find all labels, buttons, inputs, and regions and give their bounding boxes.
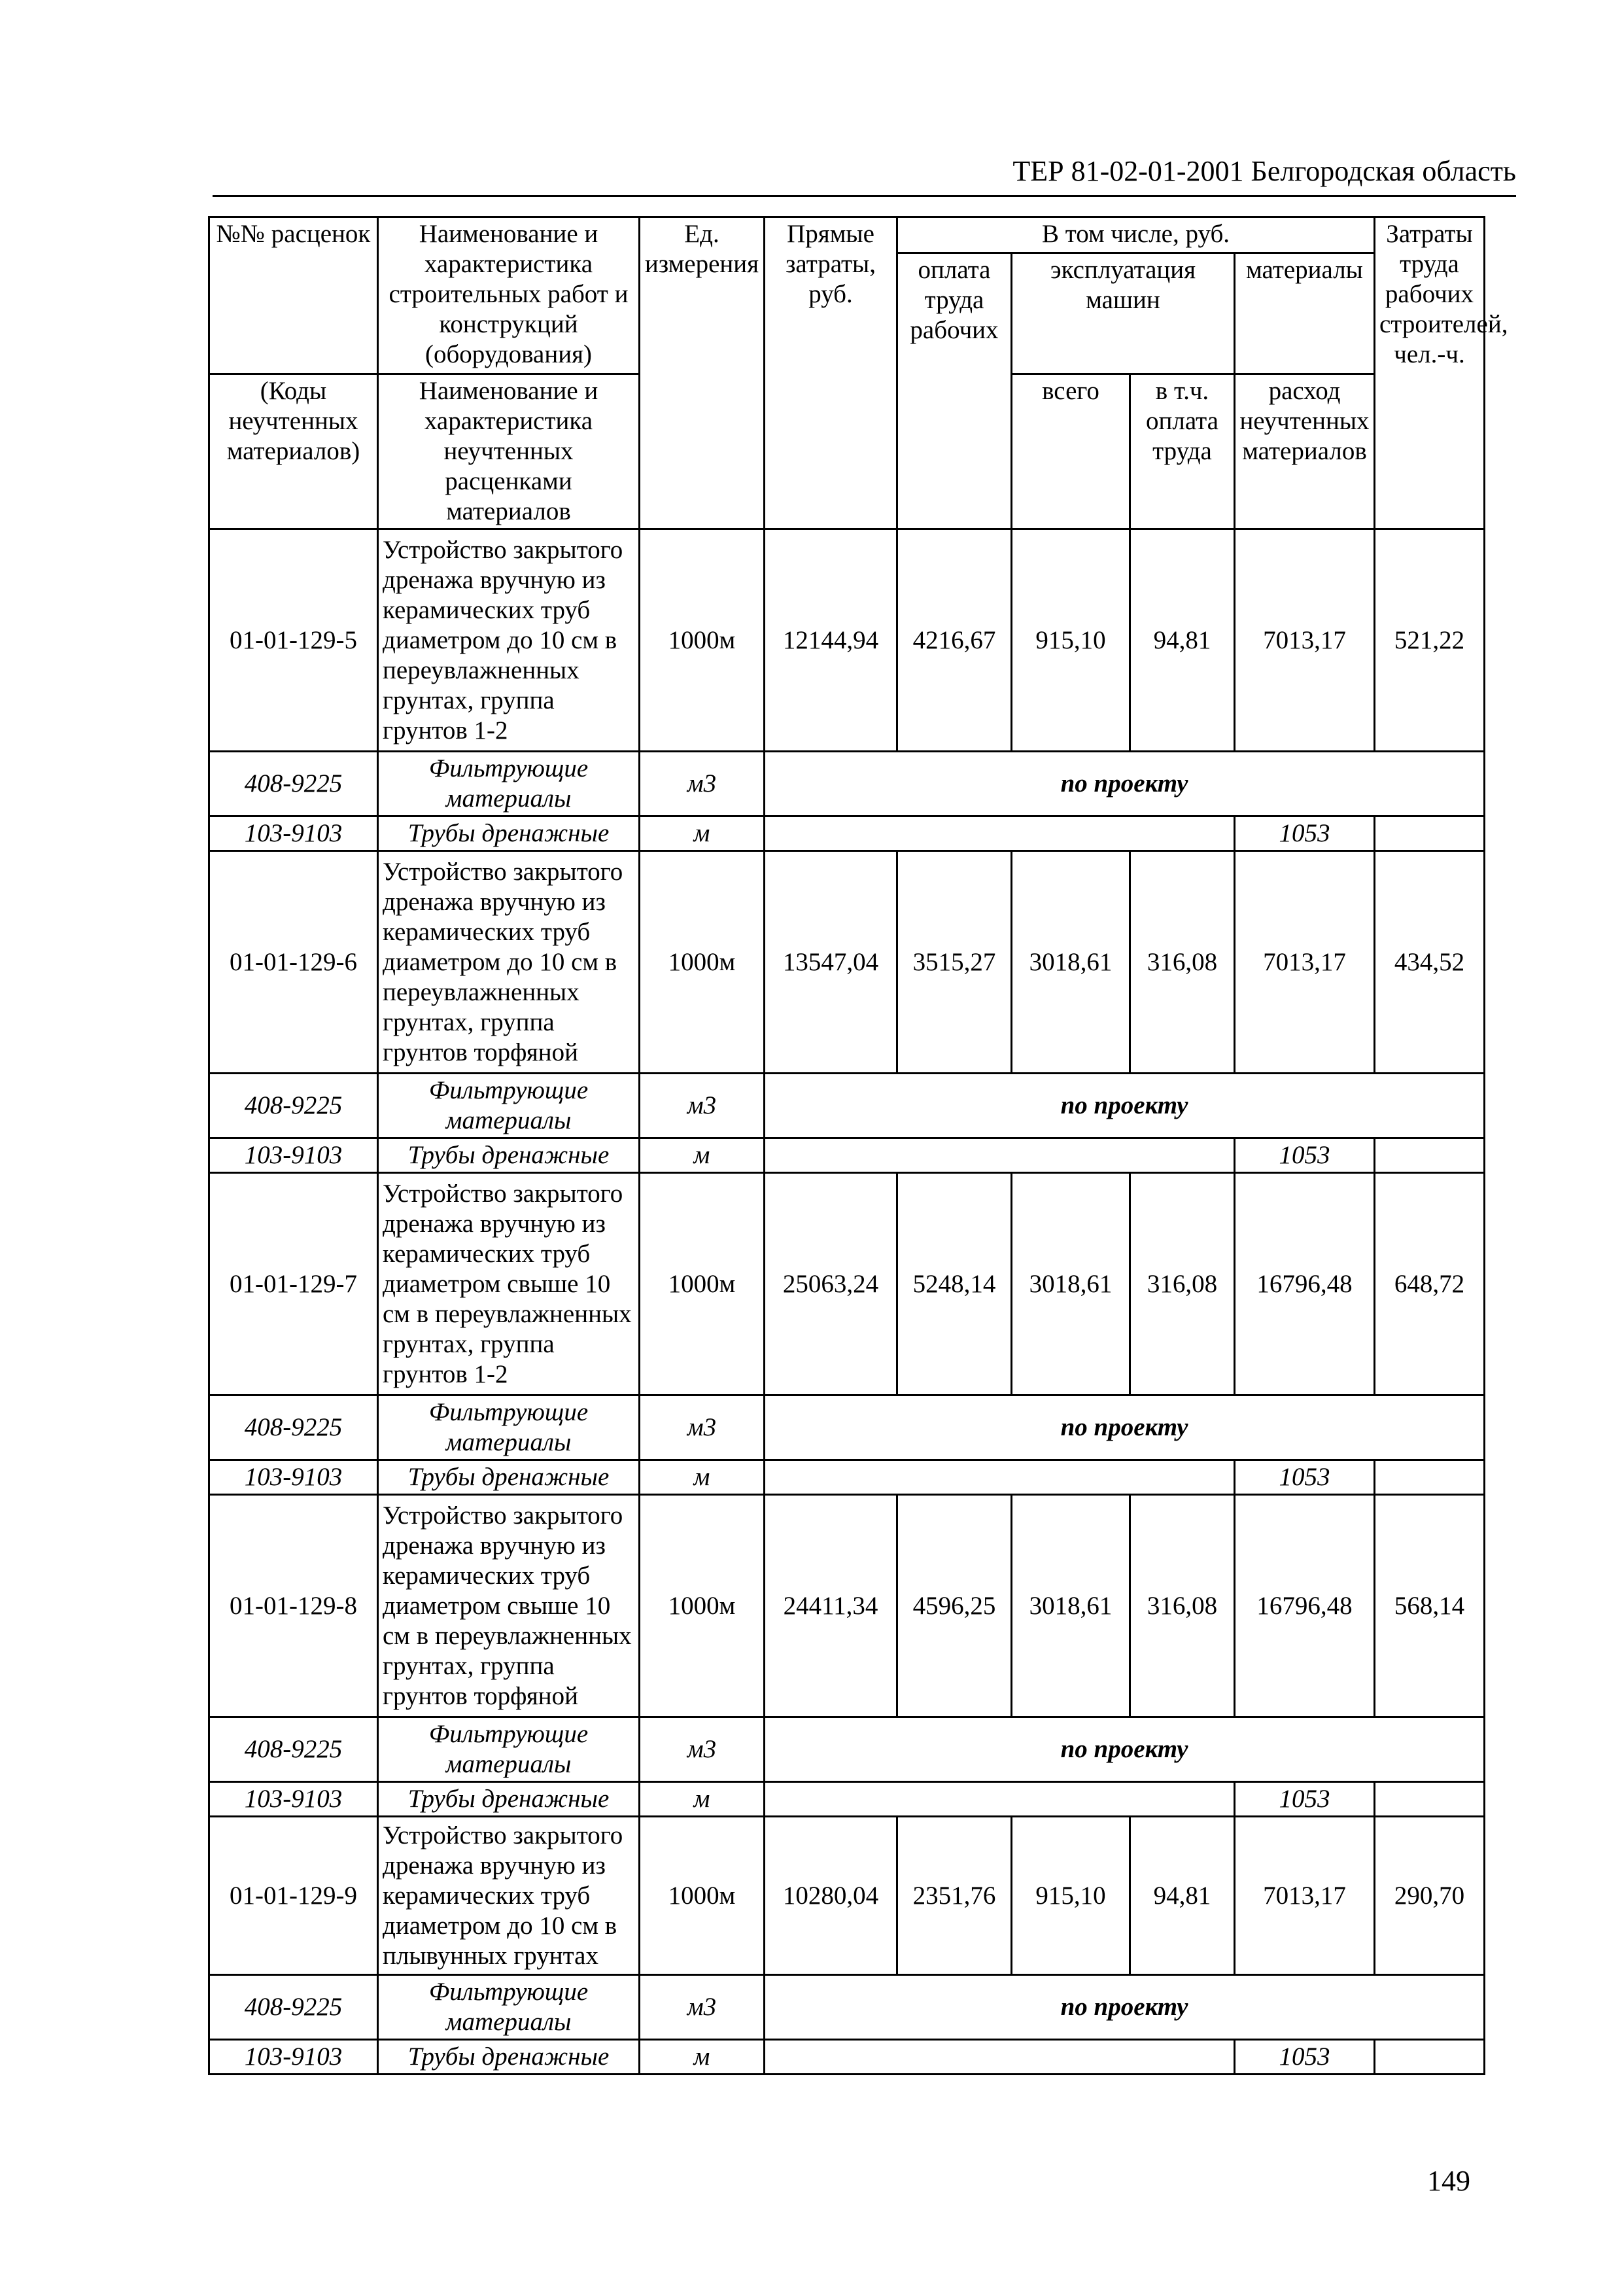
rate-code: 01-01-129-6 — [209, 851, 378, 1074]
material-unit: м — [640, 1138, 765, 1173]
col-materials-header: материалы — [1235, 253, 1375, 374]
rate-code: 01-01-129-7 — [209, 1173, 378, 1395]
rate-direct: 25063,24 — [765, 1173, 897, 1395]
material-name: Трубы дренажные — [378, 1138, 640, 1173]
rate-machine-total: 3018,61 — [1012, 851, 1130, 1074]
material-unit: м — [640, 1782, 765, 1817]
rate-unit: 1000м — [640, 1817, 765, 1975]
col-code-header: №№ расценок — [209, 217, 378, 374]
col-name-subheader: Наименование и характеристика неучтенных расценками материалов — [378, 374, 640, 529]
rate-labor-cost: 434,52 — [1375, 851, 1485, 1074]
material-consumption: по проекту — [765, 1074, 1485, 1138]
rate-machine-labor: 94,81 — [1130, 529, 1235, 752]
material-code: 408-9225 — [209, 1074, 378, 1138]
rate-labor-pay: 4216,67 — [897, 529, 1012, 752]
rate-name: Устройство закрытого дренажа вручную из керамических труб диаметром до 10 см в плывунных грунтах — [378, 1817, 640, 1975]
material-name: Фильтрующие материалы — [378, 752, 640, 816]
material-row — [209, 1460, 1485, 1495]
material-unit: м3 — [640, 752, 765, 816]
col-machine-header: эксплуатация машин — [1012, 253, 1235, 374]
material-row — [209, 752, 1485, 816]
material-code: 103-9103 — [209, 1138, 378, 1173]
material-row — [209, 1782, 1485, 1817]
material-code: 103-9103 — [209, 1782, 378, 1817]
material-empty-cell — [1375, 1138, 1485, 1173]
rate-materials: 7013,17 — [1235, 529, 1375, 752]
rate-unit: 1000м — [640, 1173, 765, 1395]
material-code: 103-9103 — [209, 816, 378, 851]
material-empty-cell — [1375, 1782, 1485, 1817]
material-consumption: 1053 — [1235, 1782, 1375, 1817]
material-row — [209, 1138, 1485, 1173]
rate-machine-labor: 316,08 — [1130, 851, 1235, 1074]
rate-machine-labor: 94,81 — [1130, 1817, 1235, 1975]
material-unit: м — [640, 2040, 765, 2075]
material-empty-cell — [765, 1138, 1235, 1173]
rate-labor-pay: 5248,14 — [897, 1173, 1012, 1395]
material-empty-cell — [765, 1460, 1235, 1495]
material-row — [209, 1975, 1485, 2040]
material-row — [209, 1074, 1485, 1138]
rate-materials: 16796,48 — [1235, 1495, 1375, 1717]
material-consumption: по проекту — [765, 752, 1485, 816]
col-code-subheader: (Коды неучтенных материалов) — [209, 374, 378, 529]
material-empty-cell — [1375, 1460, 1485, 1495]
material-row — [209, 1395, 1485, 1460]
rate-machine-labor: 316,08 — [1130, 1173, 1235, 1395]
material-empty-cell — [765, 816, 1235, 851]
document-header: ТЕР 81-02-01-2001 Белгородская область — [1012, 155, 1516, 187]
rate-code: 01-01-129-9 — [209, 1817, 378, 1975]
material-name: Фильтрующие материалы — [378, 1975, 640, 2040]
rate-code: 01-01-129-5 — [209, 529, 378, 752]
col-direct-header: Прямые затраты, руб. — [765, 217, 897, 529]
rate-labor-cost: 521,22 — [1375, 529, 1485, 752]
col-unit-header: Ед. измерения — [640, 217, 765, 529]
material-name: Фильтрующие материалы — [378, 1717, 640, 1782]
rate-machine-total: 915,10 — [1012, 529, 1130, 752]
material-name: Фильтрующие материалы — [378, 1395, 640, 1460]
rate-machine-total: 915,10 — [1012, 1817, 1130, 1975]
material-code: 103-9103 — [209, 2040, 378, 2075]
material-empty-cell — [765, 1782, 1235, 1817]
rate-labor-cost: 568,14 — [1375, 1495, 1485, 1717]
material-row — [209, 816, 1485, 851]
rate-materials: 16796,48 — [1235, 1173, 1375, 1395]
material-name: Трубы дренажные — [378, 2040, 640, 2075]
rate-labor-cost: 290,70 — [1375, 1817, 1485, 1975]
col-labor-pay-header: оплата труда рабочих — [897, 253, 1012, 529]
rate-machine-total: 3018,61 — [1012, 1495, 1130, 1717]
material-consumption: 1053 — [1235, 1460, 1375, 1495]
rate-unit: 1000м — [640, 851, 765, 1074]
col-name-header: Наименование и характеристика строительных работ и конструкций (оборудования) — [378, 217, 640, 374]
material-name: Трубы дренажные — [378, 1782, 640, 1817]
material-name: Трубы дренажные — [378, 816, 640, 851]
material-unit: м3 — [640, 1395, 765, 1460]
col-labor-cost-header: Затраты труда рабочих строителей, чел.-ч. — [1375, 217, 1485, 529]
material-code: 408-9225 — [209, 1395, 378, 1460]
material-consumption: 1053 — [1235, 1138, 1375, 1173]
material-consumption: 1053 — [1235, 2040, 1375, 2075]
rate-labor-pay: 2351,76 — [897, 1817, 1012, 1975]
material-name: Трубы дренажные — [378, 1460, 640, 1495]
material-empty-cell — [1375, 2040, 1485, 2075]
rate-direct: 12144,94 — [765, 529, 897, 752]
rate-name: Устройство закрытого дренажа вручную из керамических труб диаметром свыше 10 см в переувлажненных грунтах, группа грунтов 1-2 — [378, 1173, 640, 1395]
col-machine-labor-header: в т.ч. оплата труда — [1130, 374, 1235, 529]
material-unit: м — [640, 1460, 765, 1495]
rate-labor-cost: 648,72 — [1375, 1173, 1485, 1395]
col-machine-total-header: всего — [1012, 374, 1130, 529]
material-row — [209, 2040, 1485, 2075]
rate-labor-pay: 3515,27 — [897, 851, 1012, 1074]
rate-name: Устройство закрытого дренажа вручную из керамических труб диаметром до 10 см в переувлажненных грунтах, группа грунтов торфяной — [378, 851, 640, 1074]
col-incl-header: В том числе, руб. — [897, 217, 1375, 253]
rate-direct: 13547,04 — [765, 851, 897, 1074]
rate-direct: 24411,34 — [765, 1495, 897, 1717]
rate-code: 01-01-129-8 — [209, 1495, 378, 1717]
rate-materials: 7013,17 — [1235, 1817, 1375, 1975]
rate-materials: 7013,17 — [1235, 851, 1375, 1074]
material-unit: м — [640, 816, 765, 851]
material-row — [209, 1717, 1485, 1782]
material-unit: м3 — [640, 1975, 765, 2040]
rate-unit: 1000м — [640, 529, 765, 752]
rate-unit: 1000м — [640, 1495, 765, 1717]
table-row — [209, 1173, 1485, 1395]
table-row — [209, 1817, 1485, 1975]
material-consumption: по проекту — [765, 1975, 1485, 2040]
rate-name: Устройство закрытого дренажа вручную из керамических труб диаметром свыше 10 см в переувлажненных грунтах, группа грунтов торфяной — [378, 1495, 640, 1717]
material-consumption: по проекту — [765, 1395, 1485, 1460]
table-row — [209, 1495, 1485, 1717]
rate-labor-pay: 4596,25 — [897, 1495, 1012, 1717]
material-code: 408-9225 — [209, 1975, 378, 2040]
rate-direct: 10280,04 — [765, 1817, 897, 1975]
material-code: 408-9225 — [209, 752, 378, 816]
table-row — [209, 851, 1485, 1074]
rate-name: Устройство закрытого дренажа вручную из керамических труб диаметром до 10 см в переувлажненных грунтах, группа грунтов 1-2 — [378, 529, 640, 752]
header-rule — [213, 195, 1516, 197]
material-consumption: 1053 — [1235, 816, 1375, 851]
material-unit: м3 — [640, 1074, 765, 1138]
material-consumption: по проекту — [765, 1717, 1485, 1782]
material-unit: м3 — [640, 1717, 765, 1782]
col-materials-subheader: расход неучтенных материалов — [1235, 374, 1375, 529]
material-code: 103-9103 — [209, 1460, 378, 1495]
rate-machine-labor: 316,08 — [1130, 1495, 1235, 1717]
material-empty-cell — [765, 2040, 1235, 2075]
material-name: Фильтрующие материалы — [378, 1074, 640, 1138]
table-row — [209, 529, 1485, 752]
page-number: 149 — [1427, 2165, 1470, 2197]
rate-machine-total: 3018,61 — [1012, 1173, 1130, 1395]
material-empty-cell — [1375, 816, 1485, 851]
material-code: 408-9225 — [209, 1717, 378, 1782]
rates-table — [208, 216, 1508, 2075]
